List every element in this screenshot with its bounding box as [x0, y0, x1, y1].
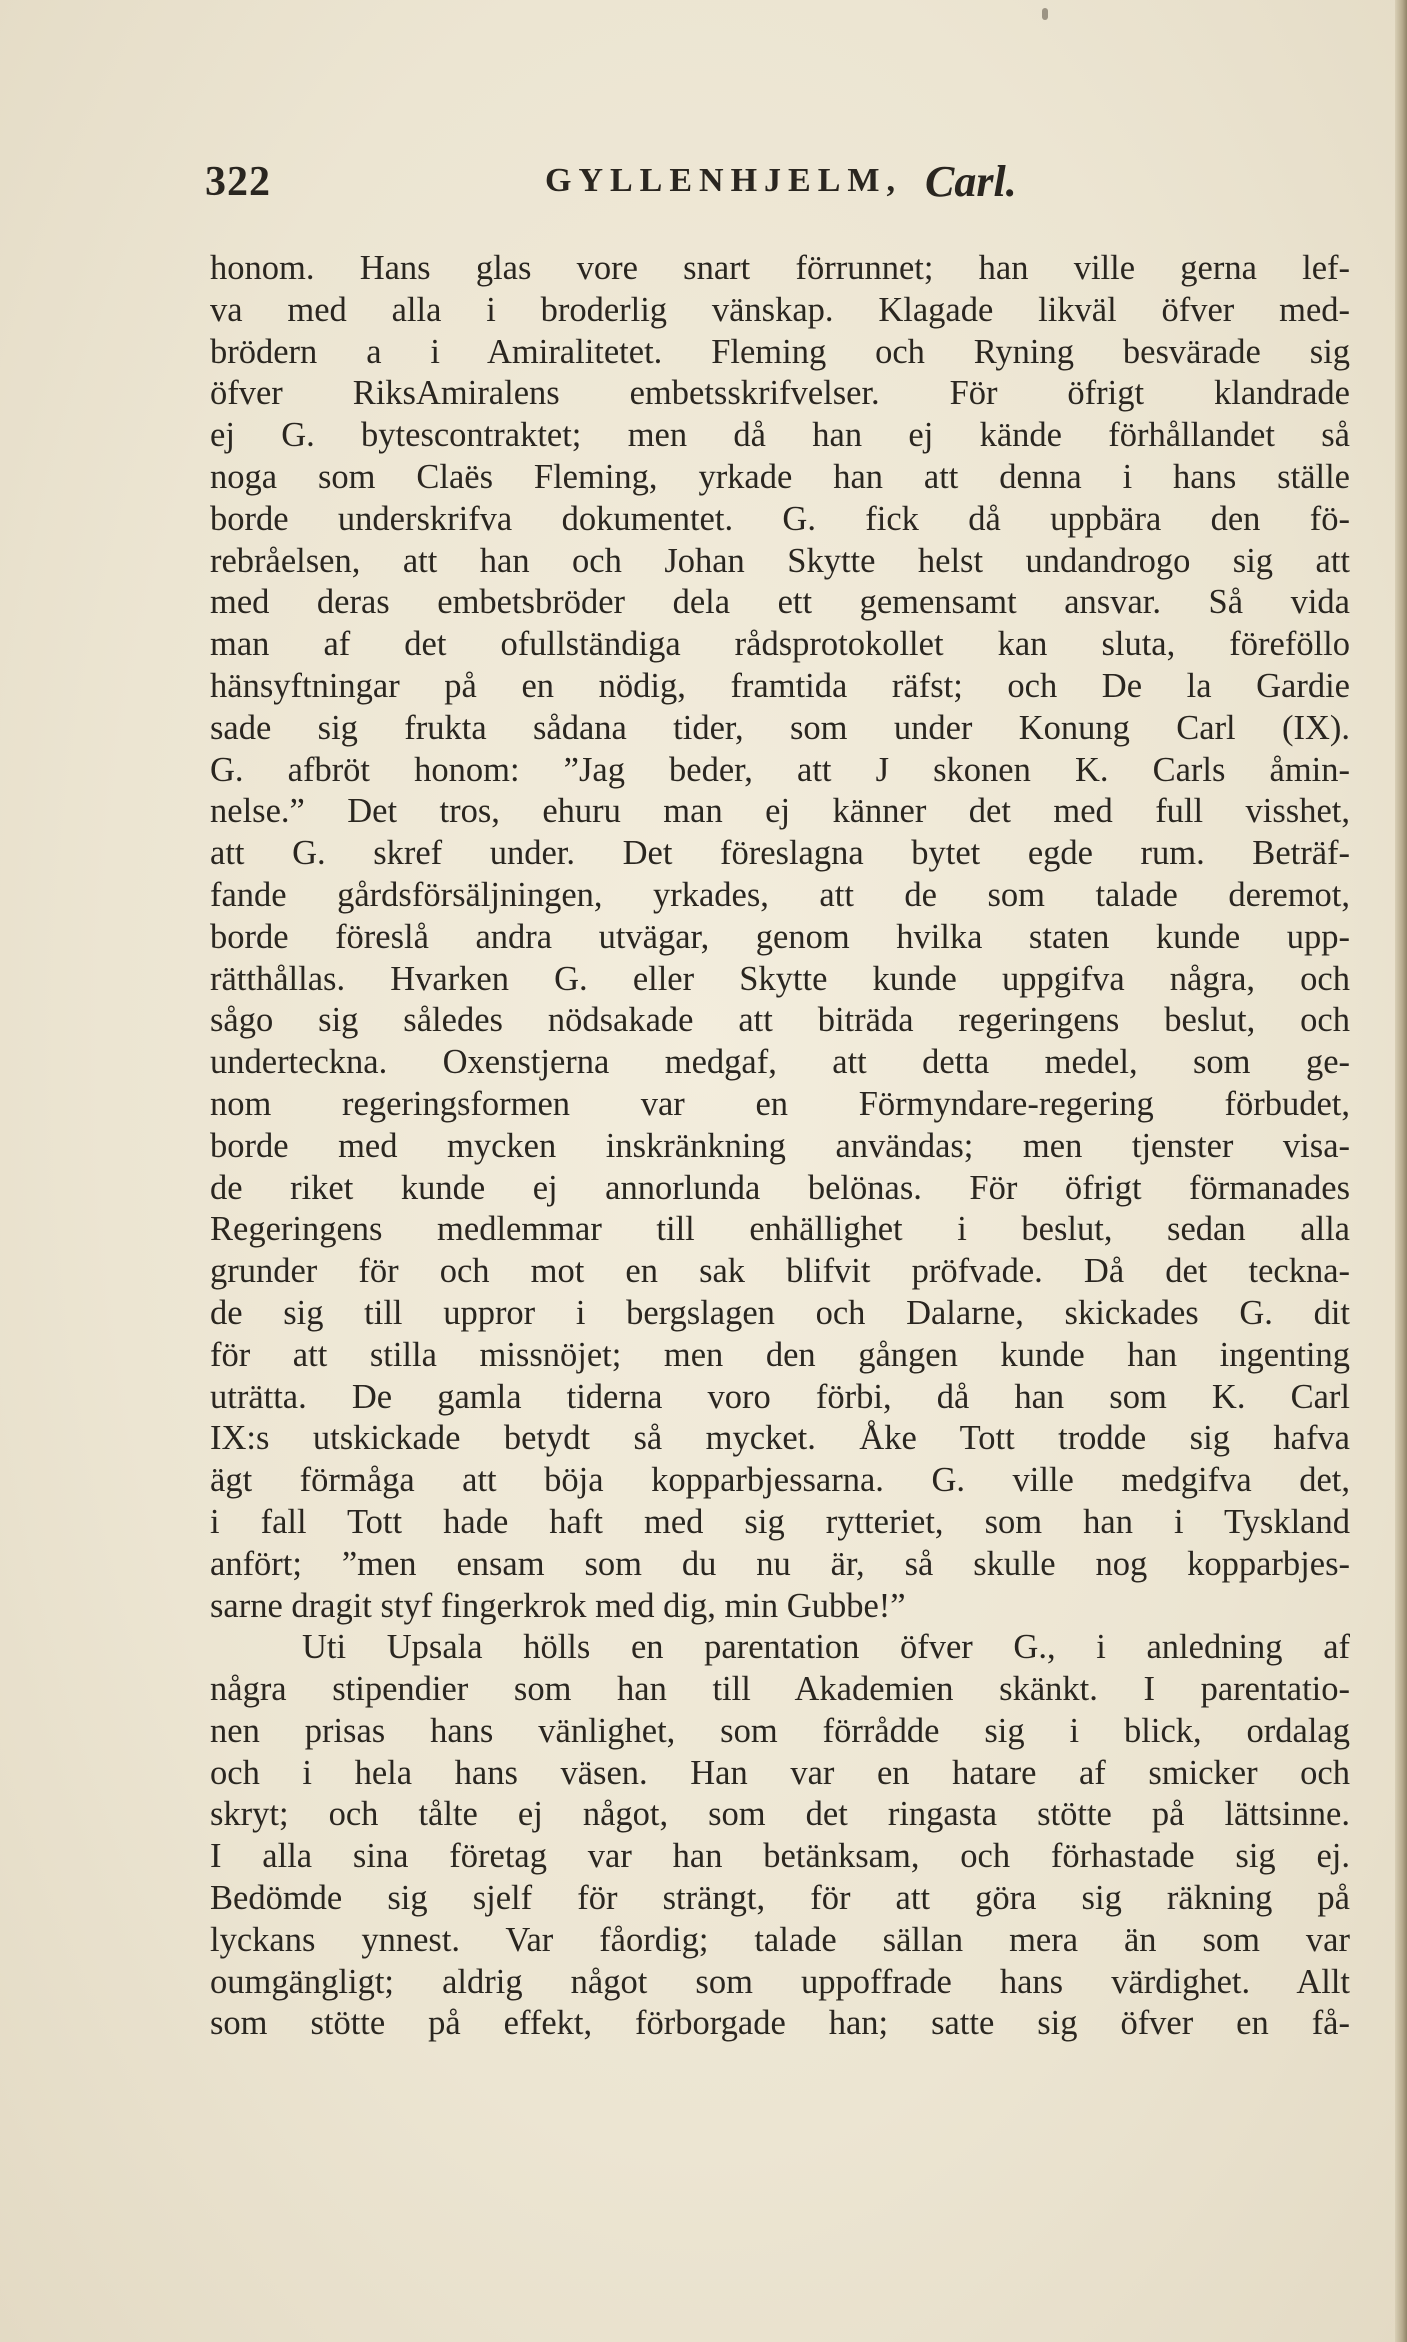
text-line: Bedömde sig sjelf för strängt, för att göra sig räkning på [210, 1879, 1350, 1918]
text-line: brödern a i Amiralitetet. Fleming och Ryning besvärade sig [210, 332, 1350, 371]
text-line: nelse.” Det tros, ehuru man ej känner det med full visshet, [210, 792, 1350, 831]
text-line: de sig till uppror i bergslagen och Dalarne, skickades G. dit [210, 1293, 1350, 1332]
ink-mark [1042, 8, 1048, 20]
text-line: Uti Upsala hölls en parentation öfver G., i anledning af [302, 1628, 1350, 1667]
text-line: ej G. bytescontraktet; men då han ej kände förhållandet så [210, 416, 1350, 455]
text-line: hänsyftningar på en nödig, framtida räfst; och De la Gardie [210, 666, 1350, 705]
text-line: de riket kunde ej annorlunda belönas. För öfrigt förmanades [210, 1168, 1350, 1207]
text-line: I alla sina företag var han betänksam, och förhastade sig ej. [210, 1837, 1350, 1876]
body-text [210, 248, 1350, 2045]
text-line: fande gårdsförsäljningen, yrkades, att de som talade deremot, [210, 875, 1350, 914]
text-line: Regeringens medlemmar till enhällighet i beslut, sedan alla [210, 1210, 1350, 1249]
page-header [205, 158, 1355, 218]
text-line: sarne dragit styf fingerkrok med dig, min Gubbe!” [210, 1586, 906, 1625]
text-line: rebråelsen, att han och Johan Skytte helst undandrogo sig att [210, 541, 1350, 580]
text-line: noga som Claës Fleming, yrkade han att denna i hans ställe [210, 457, 1350, 496]
text-line: uträtta. De gamla tiderna voro förbi, då han som K. Carl [210, 1377, 1350, 1416]
running-head: GYLLENHJELM, [545, 162, 902, 199]
text-line: anfört; ”men ensam som du nu är, så skulle nog kopparbjes- [210, 1544, 1350, 1583]
text-line: underteckna. Oxenstjerna medgaf, att detta medel, som ge- [210, 1043, 1350, 1082]
text-line: va med alla i broderlig vänskap. Klagade likväl öfver med- [210, 290, 1350, 329]
text-line: som stötte på effekt, förborgade han; satte sig öfver en få- [210, 2004, 1350, 2043]
text-line: borde med mycken inskränkning användas; men tjenster visa- [210, 1126, 1350, 1165]
text-line: G. afbröt honom: ”Jag beder, att J skonen K. Carls åmin- [210, 750, 1350, 789]
text-line: honom. Hans glas vore snart förrunnet; han ville gerna lef- [210, 249, 1350, 287]
text-line: med deras embetsbröder dela ett gemensamt ansvar. Så vida [210, 583, 1350, 622]
page-number: 322 [205, 159, 271, 205]
text-line: öfver RiksAmiralens embetsskrifvelser. För öfrigt klandrade [210, 374, 1350, 413]
text-line: grunder för och mot en sak blifvit pröfvade. Då det teckna- [210, 1252, 1350, 1291]
text-line: sågo sig således nödsakade att biträda regeringens beslut, och [210, 1001, 1350, 1040]
text-line: borde föreslå andra utvägar, genom hvilka staten kunde upp- [210, 917, 1350, 956]
text-line: ägt förmåga att böja kopparbjessarna. G. ville medgifva det, [210, 1461, 1350, 1500]
text-line: man af det ofullständiga rådsprotokollet kan sluta, föreföllo [210, 625, 1350, 664]
text-line: lyckans ynnest. Var fåordig; talade sällan mera än som var [210, 1920, 1350, 1959]
text-line: sade sig frukta sådana tider, som under Konung Carl (IX). [210, 708, 1350, 747]
text-line: nom regeringsformen var en Förmyndare-regering förbudet, [210, 1084, 1350, 1123]
text-line: IX:s utskickade betydt så mycket. Åke Tott trodde sig hafva [210, 1419, 1350, 1458]
text-line: i fall Tott hade haft med sig rytteriet, som han i Tyskland [210, 1502, 1350, 1541]
text-line: nen prisas hans vänlighet, som förrådde sig i blick, ordalag [210, 1711, 1350, 1750]
text-line: att G. skref under. Det föreslagna bytet egde rum. Beträf- [210, 834, 1350, 873]
text-line: borde underskrifva dokumentet. G. fick då uppbära den fö- [210, 499, 1350, 538]
text-line: för att stilla missnöjet; men den gången kunde han ingenting [210, 1335, 1350, 1374]
running-head-name: Carl. [925, 157, 1017, 206]
text-line: oumgängligt; aldrig något som uppoffrade hans värdighet. Allt [210, 1962, 1350, 2001]
page-edge [1395, 0, 1407, 2342]
text-line: rätthållas. Hvarken G. eller Skytte kunde uppgifva några, och [210, 959, 1350, 998]
text-line: och i hela hans väsen. Han var en hatare af smicker och [210, 1753, 1350, 1792]
text-line: några stipendier som han till Akademien skänkt. I parentatio- [210, 1670, 1350, 1709]
text-line: skryt; och tålte ej något, som det ringasta stötte på lättsinne. [210, 1795, 1350, 1834]
